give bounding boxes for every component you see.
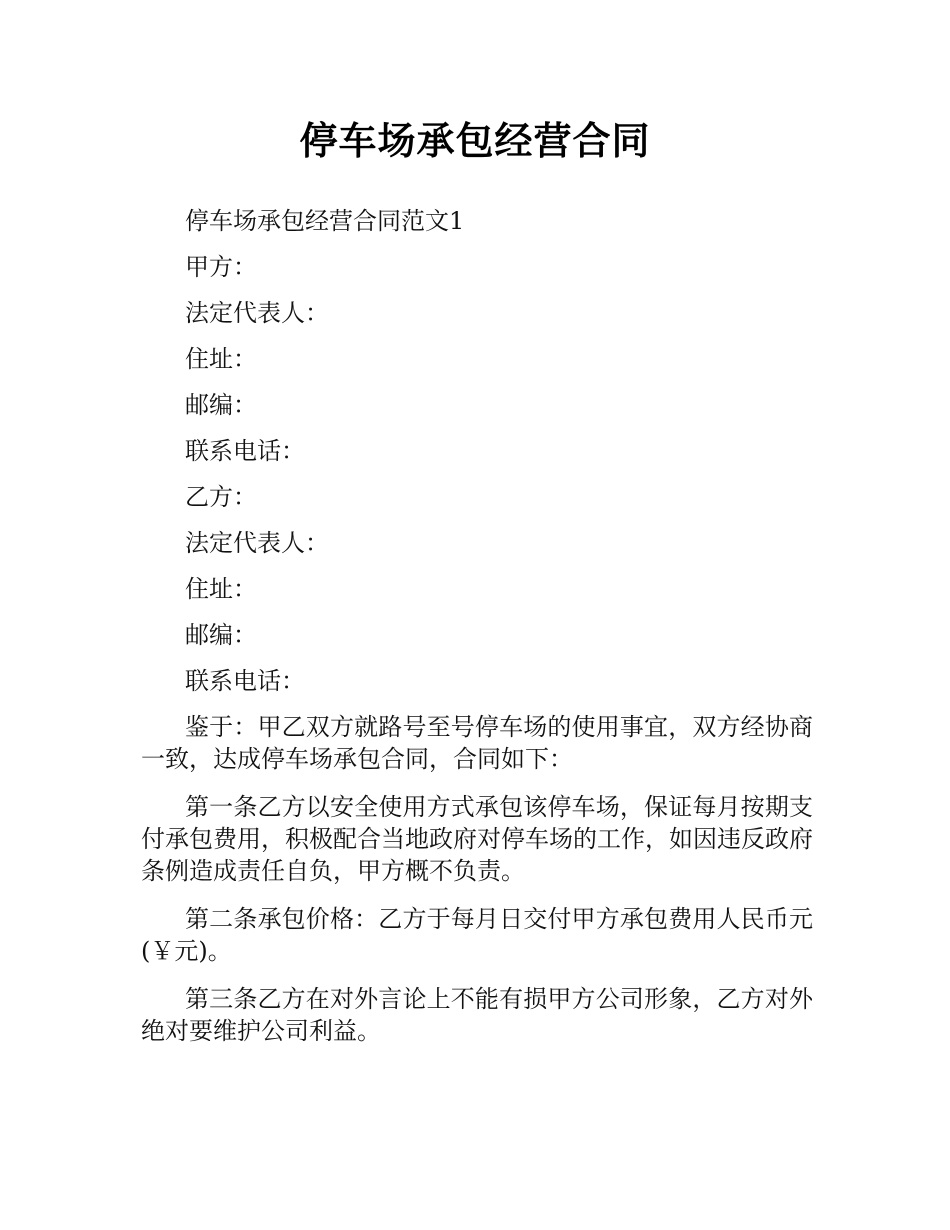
party-b-postcode: 邮编： bbox=[185, 621, 257, 649]
party-b-label: 乙方： bbox=[185, 483, 257, 511]
party-a-phone: 联系电话： bbox=[185, 437, 305, 465]
party-a-legal-representative: 法定代表人： bbox=[185, 299, 329, 327]
article-1-paragraph: 第一条乙方以安全使用方式承包该停车场，保证每月按期支付承包费用，积极配合当地政府对停车场的工作，如因违反政府条例造成责任自负，甲方概不负责。 bbox=[141, 793, 813, 885]
preamble-paragraph: 鉴于：甲乙双方就路号至号停车场的使用事宜，双方经协商一致，达成停车场承包合同，合同如下： bbox=[141, 713, 813, 773]
party-b-phone: 联系电话： bbox=[185, 667, 305, 695]
document-body bbox=[141, 205, 813, 1063]
article-3-paragraph: 第三条乙方在对外言论上不能有损甲方公司形象，乙方对外绝对要维护公司利益。 bbox=[141, 985, 813, 1045]
party-a-address: 住址： bbox=[185, 345, 257, 373]
party-a-postcode: 邮编： bbox=[185, 391, 257, 419]
party-b-legal-representative: 法定代表人： bbox=[185, 529, 329, 557]
party-a-label: 甲方： bbox=[185, 253, 257, 281]
document-title: 停车场承包经营合同 bbox=[299, 119, 651, 163]
party-b-address: 住址： bbox=[185, 575, 257, 603]
subtitle-line: 停车场承包经营合同范文1 bbox=[185, 207, 465, 235]
article-2-paragraph: 第二条承包价格：乙方于每月日交付甲方承包费用人民币元(￥元)。 bbox=[141, 905, 813, 965]
